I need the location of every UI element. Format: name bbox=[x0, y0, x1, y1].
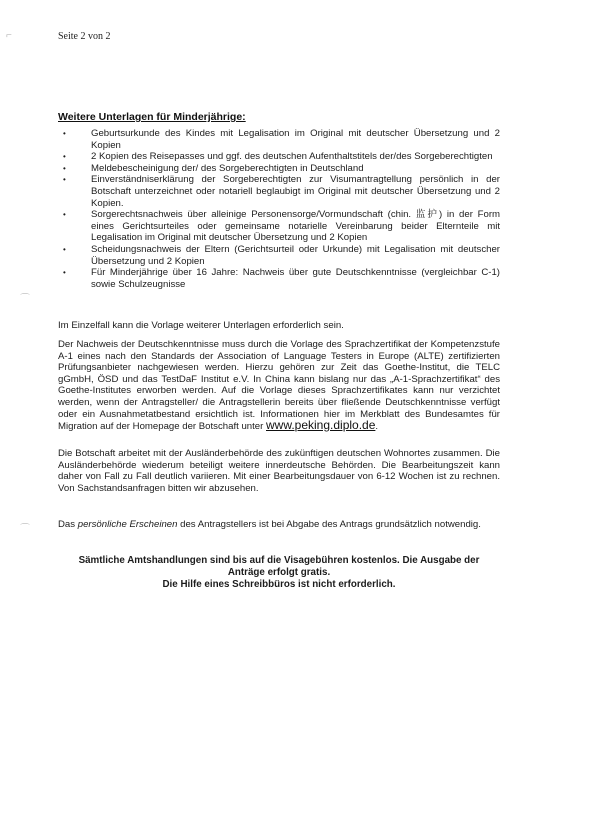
list-item: • 2 Kopien des Reisepasses und ggf. des deutschen Aufenthaltstitels der/des Sorgeberechtigten bbox=[63, 151, 500, 163]
scan-mark-top: ⌐ bbox=[6, 30, 12, 41]
fees-notice bbox=[58, 555, 500, 591]
list-item: • Einverständniserklärung der Sorgeberechtigten zur Visumantragtellung persönlich in der Botschaft unterzeichnet oder notariell beglaubigt im Original mit deutscher Übersetzung und 2 Kopien. bbox=[63, 174, 500, 209]
paragraph-persoenliches-erscheinen bbox=[58, 519, 500, 531]
list-item: • Für Minderjährige über 16 Jahre: Nachweis über gute Deutschkenntnisse (vergleichbar C-1) sowie Schulzeugnisse bbox=[63, 267, 500, 290]
paragraph-erscheinen-end: des Antragstellers ist bei Abgabe des Antrags grundsätzlich notwendig. bbox=[177, 519, 481, 530]
paragraph-einzelfall: Im Einzelfall kann die Vorlage weiterer Unterlagen erforderlich sein. bbox=[58, 320, 344, 331]
embassy-website-link[interactable]: www.peking.diplo.de bbox=[266, 418, 376, 433]
paragraph-sprachnachweis-end: . bbox=[375, 421, 379, 433]
paragraph-auslaenderbehoerde: Die Botschaft arbeitet mit der Ausländerbehörde des zukünftigen deutschen Wohnortes zusammen. Die Ausländerbehörde wiederum beteiligt weitere innerdeutsche Behörden. Die Bearbeitungszeit kann daher von Fall zu Fall deutlich variieren. Mit einer Bearbeitungsdauer von 6-12 Wochen ist zu rechnen. Von Sachstandsanfragen bitten wir abzusehen. bbox=[58, 448, 500, 494]
document-list bbox=[63, 128, 500, 290]
paragraph-sprachnachweis-text: Der Nachweis der Deutschkenntnisse muss durch die Vorlage des Sprachzertifikat der Kompetenzstufe A-1 eines nach den Standards der Association of Language Testers in Europe (ALTE) zertifizierten Prüfungsanbieter nachgewiesen werden. Hierzu gehören zur Zeit das Goethe-Institut, die TELC gGmbH, ÖSD und das TestDaF Institut e.V. In China kann bislang nur das „A-1-Sprachzertifikat“ des Goethe-Institutes erworben werden. Auf die Vorlage dieses Sprachzertifikates kann nur verzichtet werden, wenn der Antragsteller/ die Antragstellerin bereits über fließende Deutschkenntnisse verfügt oder ein Ausnahmetatbestand ersichtlich ist. Informationen hier im Merkblatt des Bundesamtes für Migration auf der Homepage der Botschaft unter bbox=[58, 339, 500, 433]
fees-notice-line-3: Die Hilfe eines Schreibbüros ist nicht erforderlich. bbox=[162, 579, 396, 590]
page-number: Seite 2 von 2 bbox=[58, 31, 111, 42]
scan-mark-middle: ⌒ bbox=[20, 294, 30, 305]
list-item: • Scheidungsnachweis der Eltern (Gerichtsurteil oder Urkunde) mit Legalisation mit deutscher Übersetzung und 2 Kopien bbox=[63, 244, 500, 267]
fees-notice-line-1: Sämtliche Amtshandlungen sind bis auf die Visagebühren kostenlos. Die Ausgabe der bbox=[78, 555, 480, 566]
list-item: • Geburtsurkunde des Kindes mit Legalisation im Original mit deutscher Übersetzung und 2 Kopien bbox=[63, 128, 500, 151]
section-title: Weitere Unterlagen für Minderjährige: bbox=[58, 111, 246, 123]
paragraph-erscheinen-start: Das bbox=[58, 519, 78, 530]
list-item: • Sorgerechtsnachweis über alleinige Personensorge/Vormundschaft (chin. 监护) in der Form eines Gerichtsurteiles oder gemeinsame notarielle Vereinbarung beider Elternteile mit Legalisation im Original mit deutscher Übersetzung und 2 Kopien bbox=[63, 209, 500, 244]
paragraph-sprachnachweis bbox=[58, 339, 500, 433]
scan-mark-bottom: ⌒ bbox=[20, 524, 30, 535]
paragraph-erscheinen-italic: persönliche Erscheinen bbox=[77, 519, 178, 530]
list-item: • Meldebescheinigung der/ des Sorgeberechtigten in Deutschland bbox=[63, 163, 500, 175]
fees-notice-line-2: Anträge erfolgt gratis. bbox=[227, 567, 331, 578]
